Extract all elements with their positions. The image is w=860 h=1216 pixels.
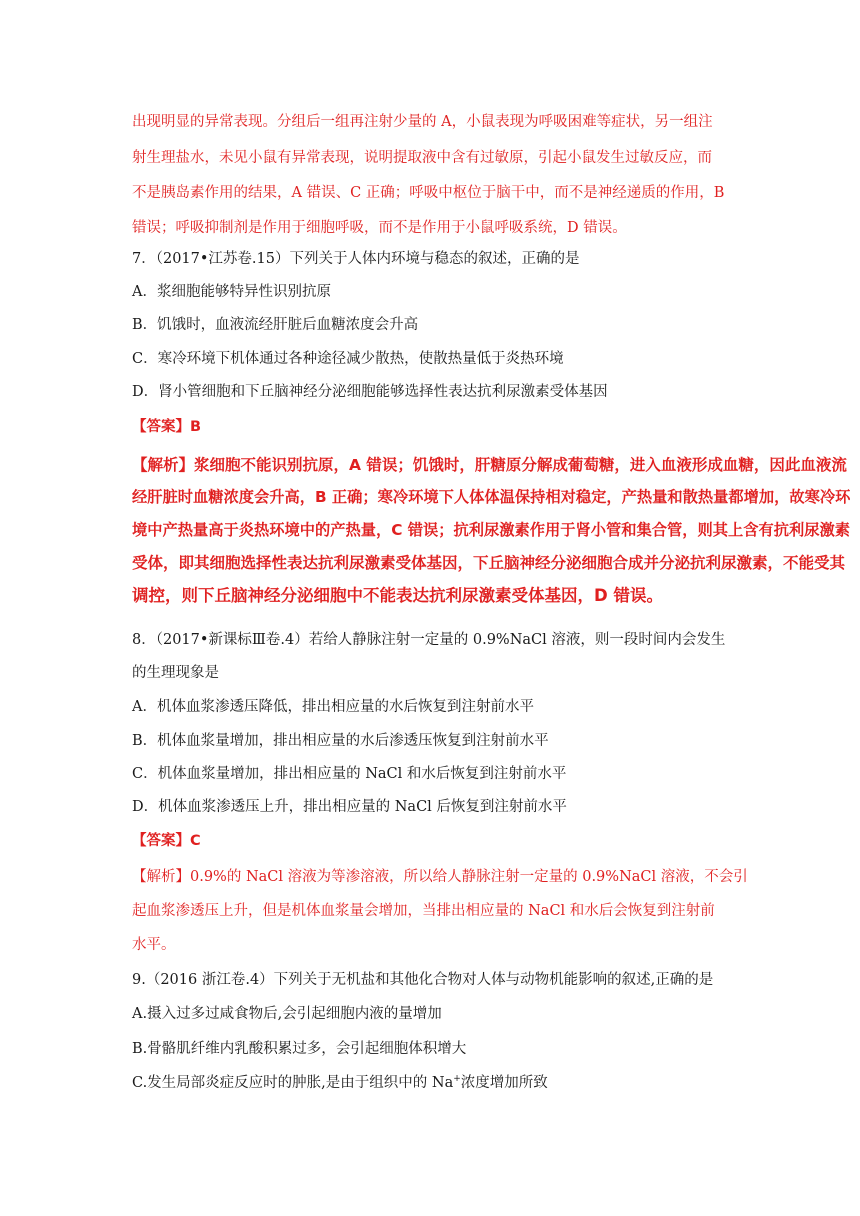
question-8-stem-line-2: 的生理现象是 (132, 665, 219, 681)
question-7-stem: 7．（2017•江苏卷.15）下列关于人体内环境与稳态的叙述，正确的是 (132, 251, 580, 267)
question-8-explanation-line-3: 水平。 (132, 937, 176, 953)
question-9-option-b: B.骨骼肌纤维内乳酸积累过多，会引起细胞体积增大 (132, 1041, 467, 1057)
question-8-stem-line-1: 8．（2017•新课标Ⅲ卷.4）若给人静脉注射一定量的 0.9%NaCl 溶液，则一段时间内会发生 (132, 632, 726, 648)
prev-explanation-line-4: 错误；呼吸抑制剂是作用于细胞呼吸，而不是作用于小鼠呼吸系统，D 错误。 (132, 220, 627, 236)
question-9-stem: 9.（2016 浙江卷.4）下列关于无机盐和其他化合物对人体与动物机能影响的叙述,正确的是 (132, 972, 714, 988)
question-9-option-c-text: C.发生局部炎症反应时的肿胀,是由于组织中的 Na (132, 1075, 454, 1091)
question-7-explanation-line-3: 境中产热量高于炎热环境中的产热量，C 错误；抗利尿激素作用于肾小管和集合管，则其上含有抗利尿激素 (132, 521, 850, 539)
question-8-answer: 【答案】C (132, 833, 201, 849)
question-8-option-c: C．机体血浆量增加，排出相应量的 NaCl 和水后恢复到注射前水平 (132, 766, 567, 782)
question-8-option-a: A．机体血浆渗透压降低，排出相应量的水后恢复到注射前水平 (132, 699, 534, 715)
question-7-explanation-line-4: 受体，即其细胞选择性表达抗利尿激素受体基因，下丘脑神经分泌细胞合成并分泌抗利尿激素，不能受其 (132, 554, 846, 572)
question-8-option-b: B．机体血浆量增加，排出相应量的水后渗透压恢复到注射前水平 (132, 733, 549, 749)
sodium-charge-superscript: + (453, 1074, 461, 1085)
question-7-explanation-line-2: 经肝脏时血糖浓度会升高，B 正确；寒冷环境下人体体温保持相对稳定，产热量和散热量都增加，故寒冷环 (132, 488, 851, 506)
prev-explanation-line-2: 射生理盐水，未见小鼠有异常表现，说明提取液中含有过敏原，引起小鼠发生过敏反应，而 (132, 150, 712, 166)
question-7-option-d: D．肾小管细胞和下丘脑神经分泌细胞能够选择性表达抗利尿激素受体基因 (132, 384, 608, 400)
question-8-explanation-line-2: 起血浆渗透压上升，但是机体血浆量会增加，当排出相应量的 NaCl 和水后会恢复到注射前 (132, 903, 715, 919)
question-7-option-a: A．浆细胞能够特异性识别抗原 (132, 284, 331, 300)
prev-explanation-line-1: 出现明显的异常表现。分组后一组再注射少量的 A，小鼠表现为呼吸困难等症状，另一组注 (132, 114, 713, 130)
question-7-option-b: B．饥饿时，血液流经肝脏后血糖浓度会升高 (132, 317, 419, 333)
prev-explanation-line-3: 不是胰岛素作用的结果，A 错误、C 正确；呼吸中枢位于脑干中，而不是神经递质的作用，B (132, 185, 725, 201)
question-9-option-c (132, 1073, 548, 1093)
question-8-option-d: D．机体血浆渗透压上升，排出相应量的 NaCl 后恢复到注射前水平 (132, 799, 567, 815)
question-7-option-c: C．寒冷环境下机体通过各种途径减少散热，使散热量低于炎热环境 (132, 351, 564, 367)
question-9-option-c-tail: 浓度增加所致 (460, 1075, 548, 1091)
question-8-explanation-line-1: 【解析】0.9%的 NaCl 溶液为等渗溶液，所以给人静脉注射一定量的 0.9%NaCl 溶液，不会引 (132, 869, 748, 885)
question-7-explanation-line-1: 【解析】浆细胞不能识别抗原，A 错误；饥饿时，肝糖原分解成葡萄糖，进入血液形成血糖，因此血液流 (132, 456, 847, 474)
question-7-explanation-line-5: 调控，则下丘脑神经分泌细胞中不能表达抗利尿激素受体基因，D 错误。 (132, 586, 663, 605)
question-9-option-a: A.摄入过多过咸食物后,会引起细胞内液的量增加 (132, 1006, 442, 1022)
question-7-answer: 【答案】B (132, 419, 202, 435)
